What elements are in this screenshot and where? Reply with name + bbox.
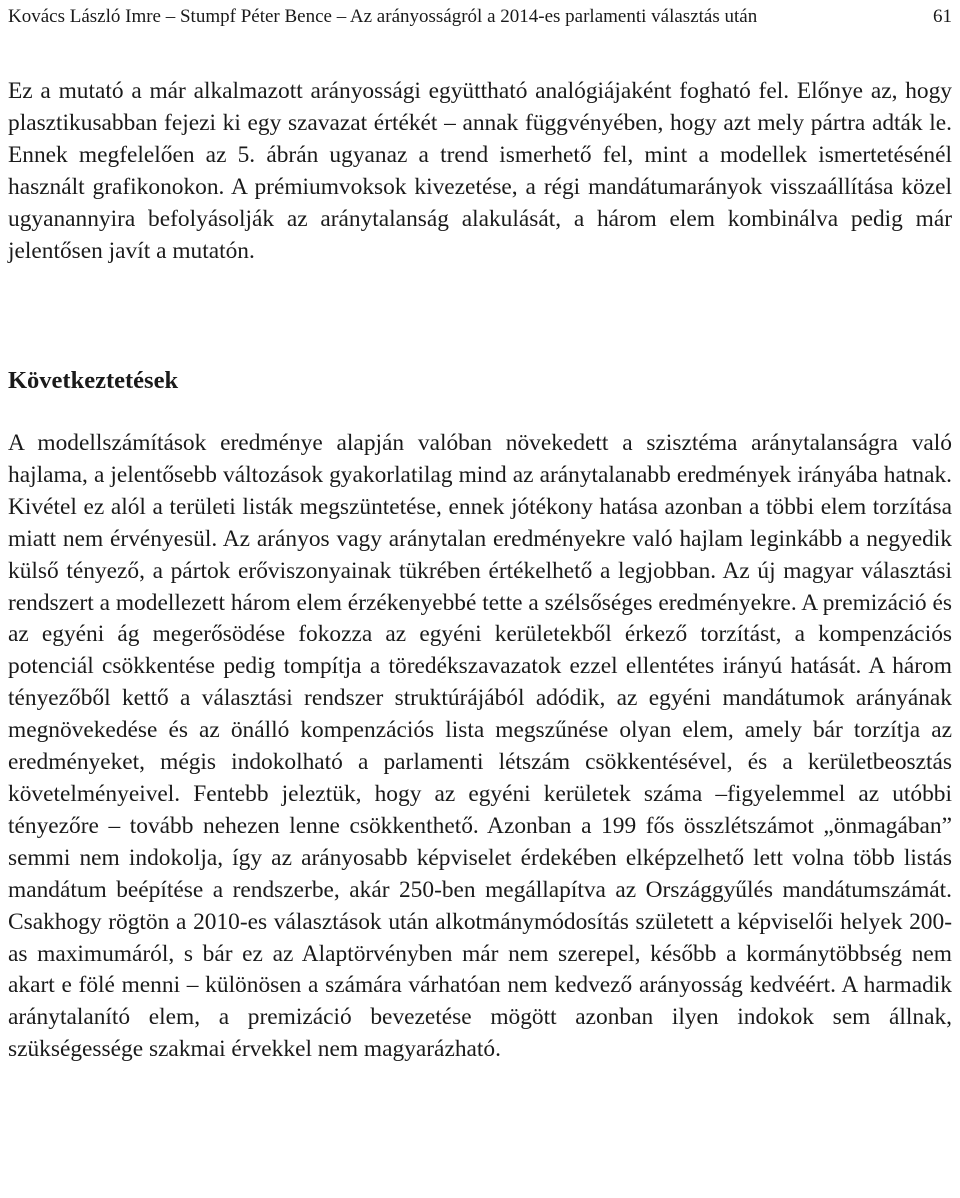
running-header — [8, 2, 952, 32]
running-title: Kovács László Imre – Stumpf Péter Bence – Az arányosságról a 2014-es parlamenti választás után — [8, 6, 758, 27]
body-paragraph: Ez a mutató a már alkalmazott arányossági együttható analógiájaként fogható fel. Előnye az, hogy plasztikusabban fejezi ki egy szavazat értékét – annak függvényében, hogy azt mely pártra adták le. Ennek megfelelően az 5. ábrán ugyanaz a trend ismerhető fel, mint a modellek ismertetésénél használt grafikonokon. A prémiumvoksok kivezetése, a régi mandátumarányok visszaállítása közel ugyanannyira befolyásolják az aránytalanság alakulását, a három elem kombinálva pedig már jelentősen javít a mutatón. — [8, 78, 952, 264]
page-number: 61 — [933, 6, 952, 27]
section-heading: Következtetések — [8, 367, 179, 394]
body-paragraph: A modellszámítások eredménye alapján valóban növekedett a szisztéma aránytalanságra való hajlama, a jelentősebb változások gyakorlatilag mind az aránytalanabb eredmények irányába hatnak. Kivétel ez alól a területi listák megszüntetése, ennek jótékony hatása azonban a többi elem torzítása miatt nem érvényesül. Az arányos vagy aránytalan eredményekre való hajlam leginkább a negyedik külső tényező, a pártok erőviszonyainak tükrében értékelhető a legjobban. Az új magyar választási rendszert a modellezett három elem érzékenyebbé tette a szélsőséges eredményekre. A premizáció és az egyéni ág megerősödése fokozza az egyéni kerületekből érkező torzítást, a kompenzációs potenciál csökkentése pedig tompítja a töredékszavazatok ezzel ellentétes irányú hatását. A három tényezőből kettő a választási rendszer struktúrájából adódik, az egyéni mandátumok arányának megnövekedése és az önálló kompenzációs lista megszűnése olyan elem, amely bár torzítja az eredményeket, mégis indokolható a parlamenti létszám csökkentésével, és a kerületbeosztás követelményeivel. Fentebb jeleztük, hogy az egyéni kerületek száma –figyelemmel az utóbbi tényezőre – tovább nehezen lenne csökkenthető. Azonban a 199 fős összlétszámot „önmagában” semmi nem indokolja, így az arányosabb képviselet érdekében elképzelhető lett volna több listás mandátum beépítése a rendszerbe, akár 250-ben megállapítva az Országgyűlés mandátumszámát. Csakhogy rögtön a 2010-es választások után alkotmánymódosítás született a képviselői helyek 200-as maximumáról, s bár ez az Alaptörvényben már nem szerepel, később a kormánytöbbség nem akart e fölé menni – különösen a számára várhatóan nem kedvező arányosság kedvéért. A harmadik aránytalanító elem, a premizáció bevezetése mögött azonban ilyen indokok sem állnak, szükségessége szakmai érvekkel nem magyarázható. — [8, 430, 952, 1063]
